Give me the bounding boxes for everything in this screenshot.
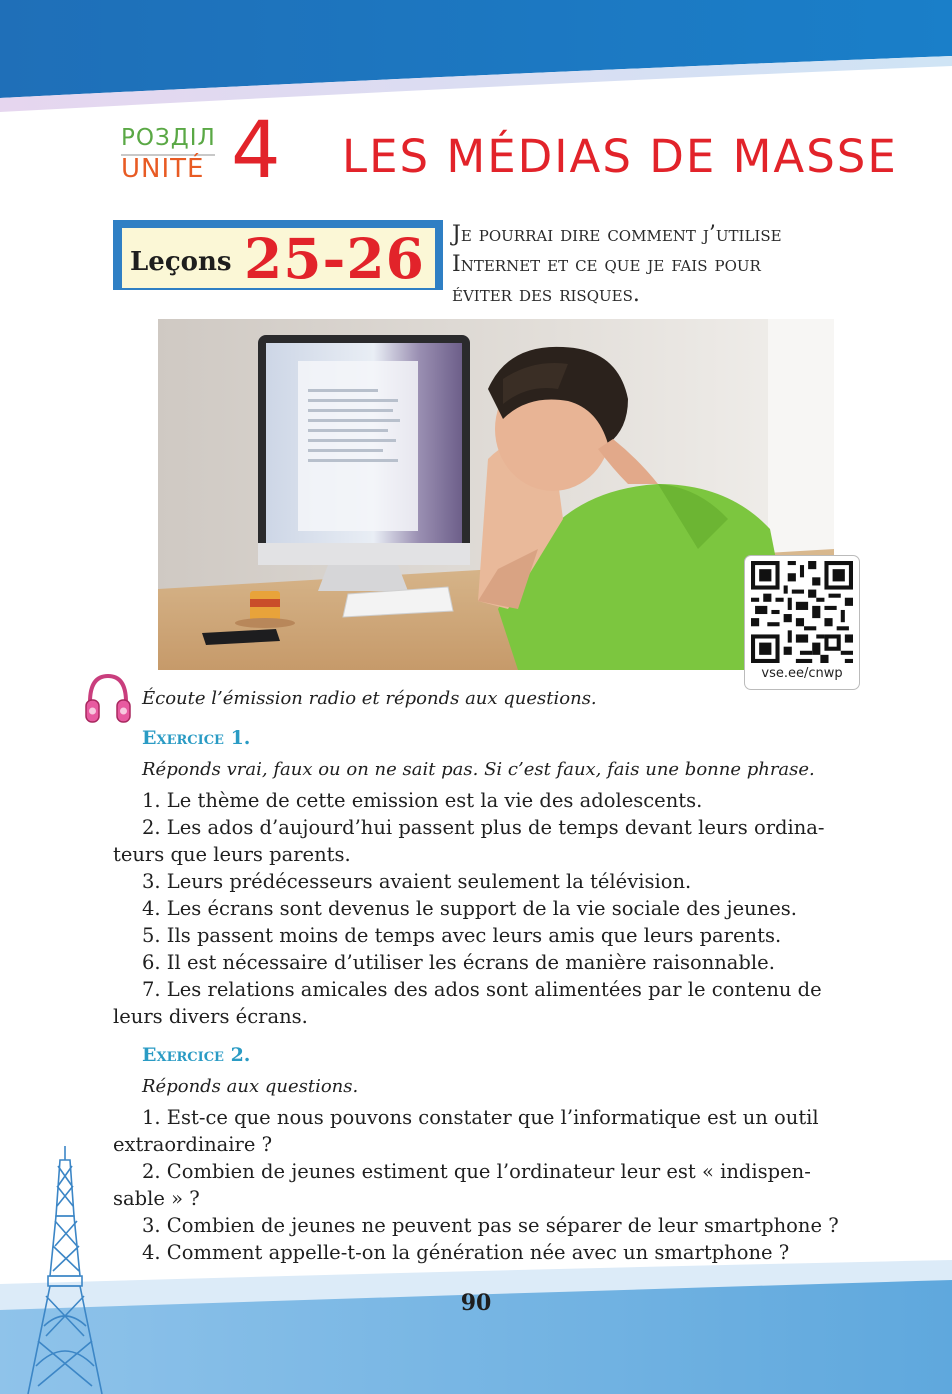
unit-label-french: UNITÉ — [121, 154, 205, 184]
unit-title: LES MÉDIAS DE MASSE — [342, 130, 898, 183]
exercise-1-line: 4. Les écrans sont devenus le support de la vie sociale des jeunes. — [142, 897, 797, 920]
lesson-number: 25-26 — [244, 226, 425, 291]
lesson-word: Leçons — [130, 247, 232, 277]
qr-code-box[interactable] — [744, 555, 860, 690]
exercise-2-instruction: Réponds aux questions. — [142, 1076, 359, 1097]
unit-label-ukrainian: РОЗДІЛ — [121, 125, 216, 151]
bottom-footer-band — [0, 1258, 952, 1394]
exercise-1-instruction: Réponds vrai, faux ou on ne sait pas. Si c’est faux, fais une bonne phrase. — [142, 759, 815, 780]
audio-instruction: Écoute l’émission radio et réponds aux questions. — [142, 688, 597, 709]
top-header-band — [0, 0, 952, 120]
lesson-badge-inner — [122, 226, 435, 291]
exercise-1-line: leurs divers écrans. — [113, 1005, 308, 1028]
unit-heading — [121, 106, 291, 196]
exercise-2-line: 3. Combien de jeunes ne peuvent pas se séparer de leur smartphone ? — [142, 1214, 839, 1237]
exercise-2-title: Exercice 2. — [142, 1044, 251, 1066]
exercise-2-line: 2. Combien de jeunes estiment que l’ordinateur leur est « indispen- — [142, 1160, 811, 1183]
objective-line: éviter des risques. — [452, 282, 640, 307]
exercise-2-line: extraordinaire ? — [113, 1133, 273, 1156]
objective-line: Internet et ce que je fais pour — [452, 252, 761, 277]
qr-link-caption[interactable]: vse.ee/cnwp — [761, 666, 843, 681]
exercise-1-line: 6. Il est nécessaire d’utiliser les écrans de manière raisonnable. — [142, 951, 775, 974]
exercise-1-line: 5. Ils passent moins de temps avec leurs amis que leurs parents. — [142, 924, 782, 947]
exercise-1-title: Exercice 1. — [142, 727, 251, 749]
page-number: 90 — [460, 1290, 492, 1316]
lesson-objective — [452, 220, 892, 310]
exercise-1-line: teurs que leurs parents. — [113, 843, 351, 866]
exercise-1-line: 7. Les relations amicales des ados sont alimentées par le contenu de — [142, 978, 822, 1001]
exercise-1-line: 3. Leurs prédécesseurs avaient seulement la télévision. — [142, 870, 692, 893]
headphones-icon — [84, 670, 132, 726]
unit-number: 4 — [231, 106, 281, 196]
exercise-1-line: 2. Les ados d’aujourd’hui passent plus de temps devant leurs ordina- — [142, 816, 825, 839]
eiffel-tower-icon — [22, 1146, 108, 1394]
lesson-badge — [113, 220, 443, 290]
objective-line: Je pourrai dire comment j’utilise — [452, 222, 782, 247]
exercise-2-line: sable » ? — [113, 1187, 200, 1210]
qr-code-icon — [751, 561, 853, 663]
photo-teen-at-computer — [158, 319, 834, 670]
exercise-2-line: 1. Est-ce que nous pouvons constater que l’informatique est un outil — [142, 1106, 819, 1129]
exercise-2-line: 4. Comment appelle-t-on la génération née avec un smartphone ? — [142, 1241, 790, 1264]
exercise-1-line: 1. Le thème de cette emission est la vie des adolescents. — [142, 789, 703, 812]
